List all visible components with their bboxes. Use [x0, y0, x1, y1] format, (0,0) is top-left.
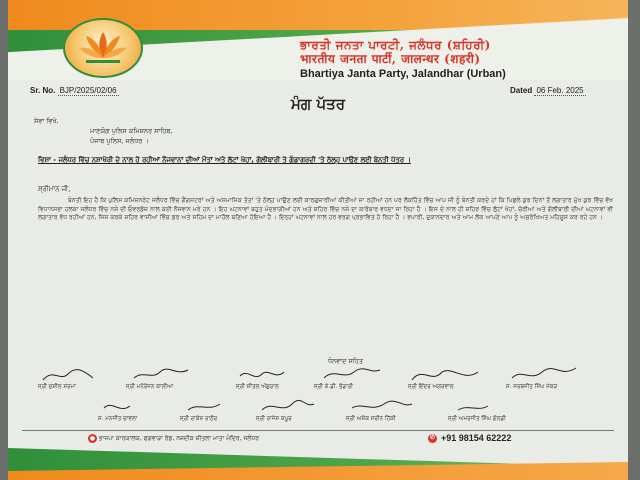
signatory-name: ਸ੍ਰੀ ਸ਼ੀਤਲ ਅੰਗੁਰਾਲ: [236, 384, 279, 390]
party-name-punjabi: ਭਾਰਤੀ ਜਨਤਾ ਪਾਰਟੀ, ਜਲੰਧਰ (ਸ਼ਹਿਰੀ): [300, 38, 491, 52]
signature-mark: [506, 366, 596, 384]
signatory-name: ਸ੍ਰੀ ਇੰਦਰ ਅਗਰਵਾਲ: [408, 384, 454, 390]
signatory-name: ਸ. ਸਰਬਜੀਤ ਸਿੰਘ ਮੱਕੜ: [506, 384, 558, 390]
signatory-name: ਸ੍ਰੀ ਮਨੋਰੰਜਨ ਕਾਲੀਆ: [126, 384, 174, 390]
signatory-name: ਸ. ਮਨਜੀਤ ਚਾਵਲਾ: [98, 416, 138, 422]
footer-phone: [428, 433, 511, 443]
signatory-name: ਸ੍ਰੀ ਰਾਜੇਸ਼ ਕਪੂਰ: [256, 416, 292, 422]
location-icon: ●: [89, 435, 96, 442]
signatory-name: ਸ੍ਰੀ ਕੇ.ਡੀ. ਭੰਡਾਰੀ: [314, 384, 353, 390]
phone-icon: ✆: [429, 434, 436, 441]
party-name-block: [300, 38, 620, 81]
signature-mark: [126, 366, 216, 384]
letter-page: [8, 0, 628, 480]
signatory-name: ਸ੍ਰੀ ਅਮਰਜੀਤ ਸਿੰਘ ਗੋਲਡੀ: [448, 416, 506, 422]
footer-divider: [22, 430, 614, 431]
recipient-line-1: ਮਾਣਯੋਗ ਪੁਲਿਸ ਕਮਿਸ਼ਨਰ ਸਾਹਿਬ,: [90, 127, 173, 135]
ref-label: Sr. No.: [30, 86, 56, 95]
ref-number: [30, 86, 119, 95]
signature-block: [408, 366, 518, 391]
party-name-english: Bhartiya Janta Party, Jalandhar (Urban): [300, 68, 506, 80]
document-title: ਮੰਗ ਪੱਤਰ: [290, 95, 346, 113]
letter-subject: ਵਿਸ਼ਾ - ਜਲੰਧਰ ਵਿੱਚ ਨਸ਼ਾਖੋਰੀ ਦੇ ਨਾਲ ਹੋ ਰਹੀਆਂ ਨੌਜਵਾਨਾਂ ਦੀਆਂ ਮੌਤਾਂ ਅਤੇ ਲੁੱਟਾਂ ਖੋਹਾਂ, ਗੋਲੀਬਾਰੀ ਤੇ ਗੁੰਡਾਗਰਦੀ 'ਤੇ ਠੱਲ੍ਹ ਪਾਉਣ ਲਈ ਬੇਨਤੀ ਪੱਤਰ ।: [38, 156, 411, 164]
footer-phone-text: +91 98154 62222: [441, 433, 512, 443]
ref-value: BJP/2025/02/06: [59, 86, 117, 95]
footer-address: [88, 434, 259, 443]
date-label: Dated: [510, 86, 533, 95]
signatory-name: ਸ੍ਰੀ ਸੁਸ਼ੀਲ ਸ਼ਰਮਾ: [38, 384, 76, 390]
lotus-logo-icon: [63, 18, 143, 78]
signatory-name: ਸ੍ਰੀ ਅਸ਼ੋਕ ਸਰੀਨ ਹਿੱਕੀ: [346, 416, 396, 422]
signature-mark: [236, 366, 326, 384]
signature-mark: [98, 398, 188, 416]
signature-mark: [346, 398, 436, 416]
signatory-name: ਸ੍ਰੀ ਰਾਕੇਸ਼ ਰਾਠੌਰ: [180, 416, 218, 422]
signature-mark: [314, 366, 404, 384]
signature-mark: [38, 366, 128, 384]
signature-mark: [408, 366, 498, 384]
letter-closing: ਧੰਨਵਾਦ ਸਹਿਤ: [328, 357, 364, 365]
letter-date: [510, 86, 586, 95]
signature-block: [126, 366, 236, 391]
letter-greeting: ਸ਼੍ਰੀਮਾਨ ਜੀ,: [38, 185, 71, 193]
date-value: 06 Feb. 2025: [536, 86, 584, 95]
letter-body: ਬੇਨਤੀ ਇਹ ਹੈ ਕਿ ਪੁਲਿਸ ਕਮਿਸ਼ਨਰੇਟ ਜਲੰਧਰ ਵਿੱਚ ਗੈਂਗਸਟਰਾਂ ਅਤੇ ਅਸਮਾਜਿਕ ਤੱਤਾਂ 'ਤੇ ਠੱਲ੍ਹ ਪਾਉਣ ਲਈ ਕਾਰਗੁਜ਼ਾਰੀਆਂ ਕੀਤੀਆਂ ਜਾ ਰਹੀਆਂ ਹਨ ਪਰ ਲੋਕਹਿੱਤ ਵਿੱਚ ਆਪ ਜੀ ਨੂੰ ਬੇਨਤੀ ਕਰਦੇ ਹਾਂ ਕਿ ਪਿਛਲੇ ਕੁਝ ਦਿਨਾਂ ਤੋਂ ਲਗਾਤਾਰ ਮੁੱਖ ਕੁਝ ਵਿੱਚ ਵੱਖ ਵਿਧਾਨਸਭਾ ਹਲਕਾ ਜਲੰਧਰ ਵਿੱਚ ਨਸ਼ੇ ਦੀ ਓਵਰਡੋਜ਼ ਨਾਲ ਕਈ ਨੌਜਵਾਨ ਮਰੇ ਹਨ । ਇਹ ਘਟਨਾਵਾਂ ਬਹੁਤ ਮੰਦਭਾਗੀਆਂ ਹਨ ਅਤੇ ਸ਼ਹਿਰ ਵਿੱਚ ਨਸ਼ੇ ਦਾ ਕਾਰੋਬਾਰ ਵਧਦਾ ਜਾ ਰਿਹਾ ਹੈ । ਇਸ ਦੇ ਨਾਲ ਹੀ ਸ਼ਹਿਰ ਵਿੱਚ ਲੁੱਟਾਂ ਖੋਹਾਂ, ਚੋਰੀਆਂ ਅਤੇ ਗੋਲੀਬਾਰੀ ਦੀਆਂ ਘਟਨਾਵਾਂ ਵੀ ਲਗਾਤਾਰ ਵੱਧ ਰਹੀਆਂ ਹਨ, ਜਿਸ ਕਰਕੇ ਸ਼ਹਿਰ ਵਾਸੀਆਂ ਵਿੱਚ ਡਰ ਅਤੇ ਸਹਿਮ ਦਾ ਮਾਹੌਲ ਬਣਿਆ ਹੋਇਆ ਹੈ । ਇਨ੍ਹਾਂ ਘਟਨਾਵਾਂ ਨਾਲ ਹਰ ਵਰਗ ਪ੍ਰਭਾਵਿਤ ਹੋ ਰਿਹਾ ਹੈ । ਵਪਾਰੀ, ਦੁਕਾਨਦਾਰ ਅਤੇ ਆਮ ਲੋਕ ਆਪਣੇ ਆਪ ਨੂੰ ਅਸੁਰੱਖਿਅਤ ਮਹਿਸੂਸ ਕਰ ਰਹੇ ਹਨ ।: [38, 197, 613, 222]
recipient-line-2: ਪੰਜਾਬ ਪੁਲਿਸ, ਜਲੰਧਰ ।: [90, 137, 149, 145]
signature-mark: [256, 398, 346, 416]
signature-block: [346, 398, 456, 423]
party-name-hindi: भारतीय जनता पार्टी, जालन्धर (शहरी): [300, 52, 481, 66]
signature-mark: [448, 398, 538, 416]
recipient-salutation: ਸੇਵਾ ਵਿਖੇ,: [34, 117, 59, 125]
signature-block: [448, 398, 558, 423]
signature-block: [506, 366, 616, 391]
footer-address-text: ਭਾਜਪਾ ਕਾਰਯਾਲਯ, ਫਗਵਾੜਾ ਰੋਡ, ਨਜ਼ਦੀਕ ਸ਼ੀਤਲਾ ਮਾਤਾ ਮੰਦਿਰ, ਜਲੰਧਰ: [98, 435, 259, 442]
